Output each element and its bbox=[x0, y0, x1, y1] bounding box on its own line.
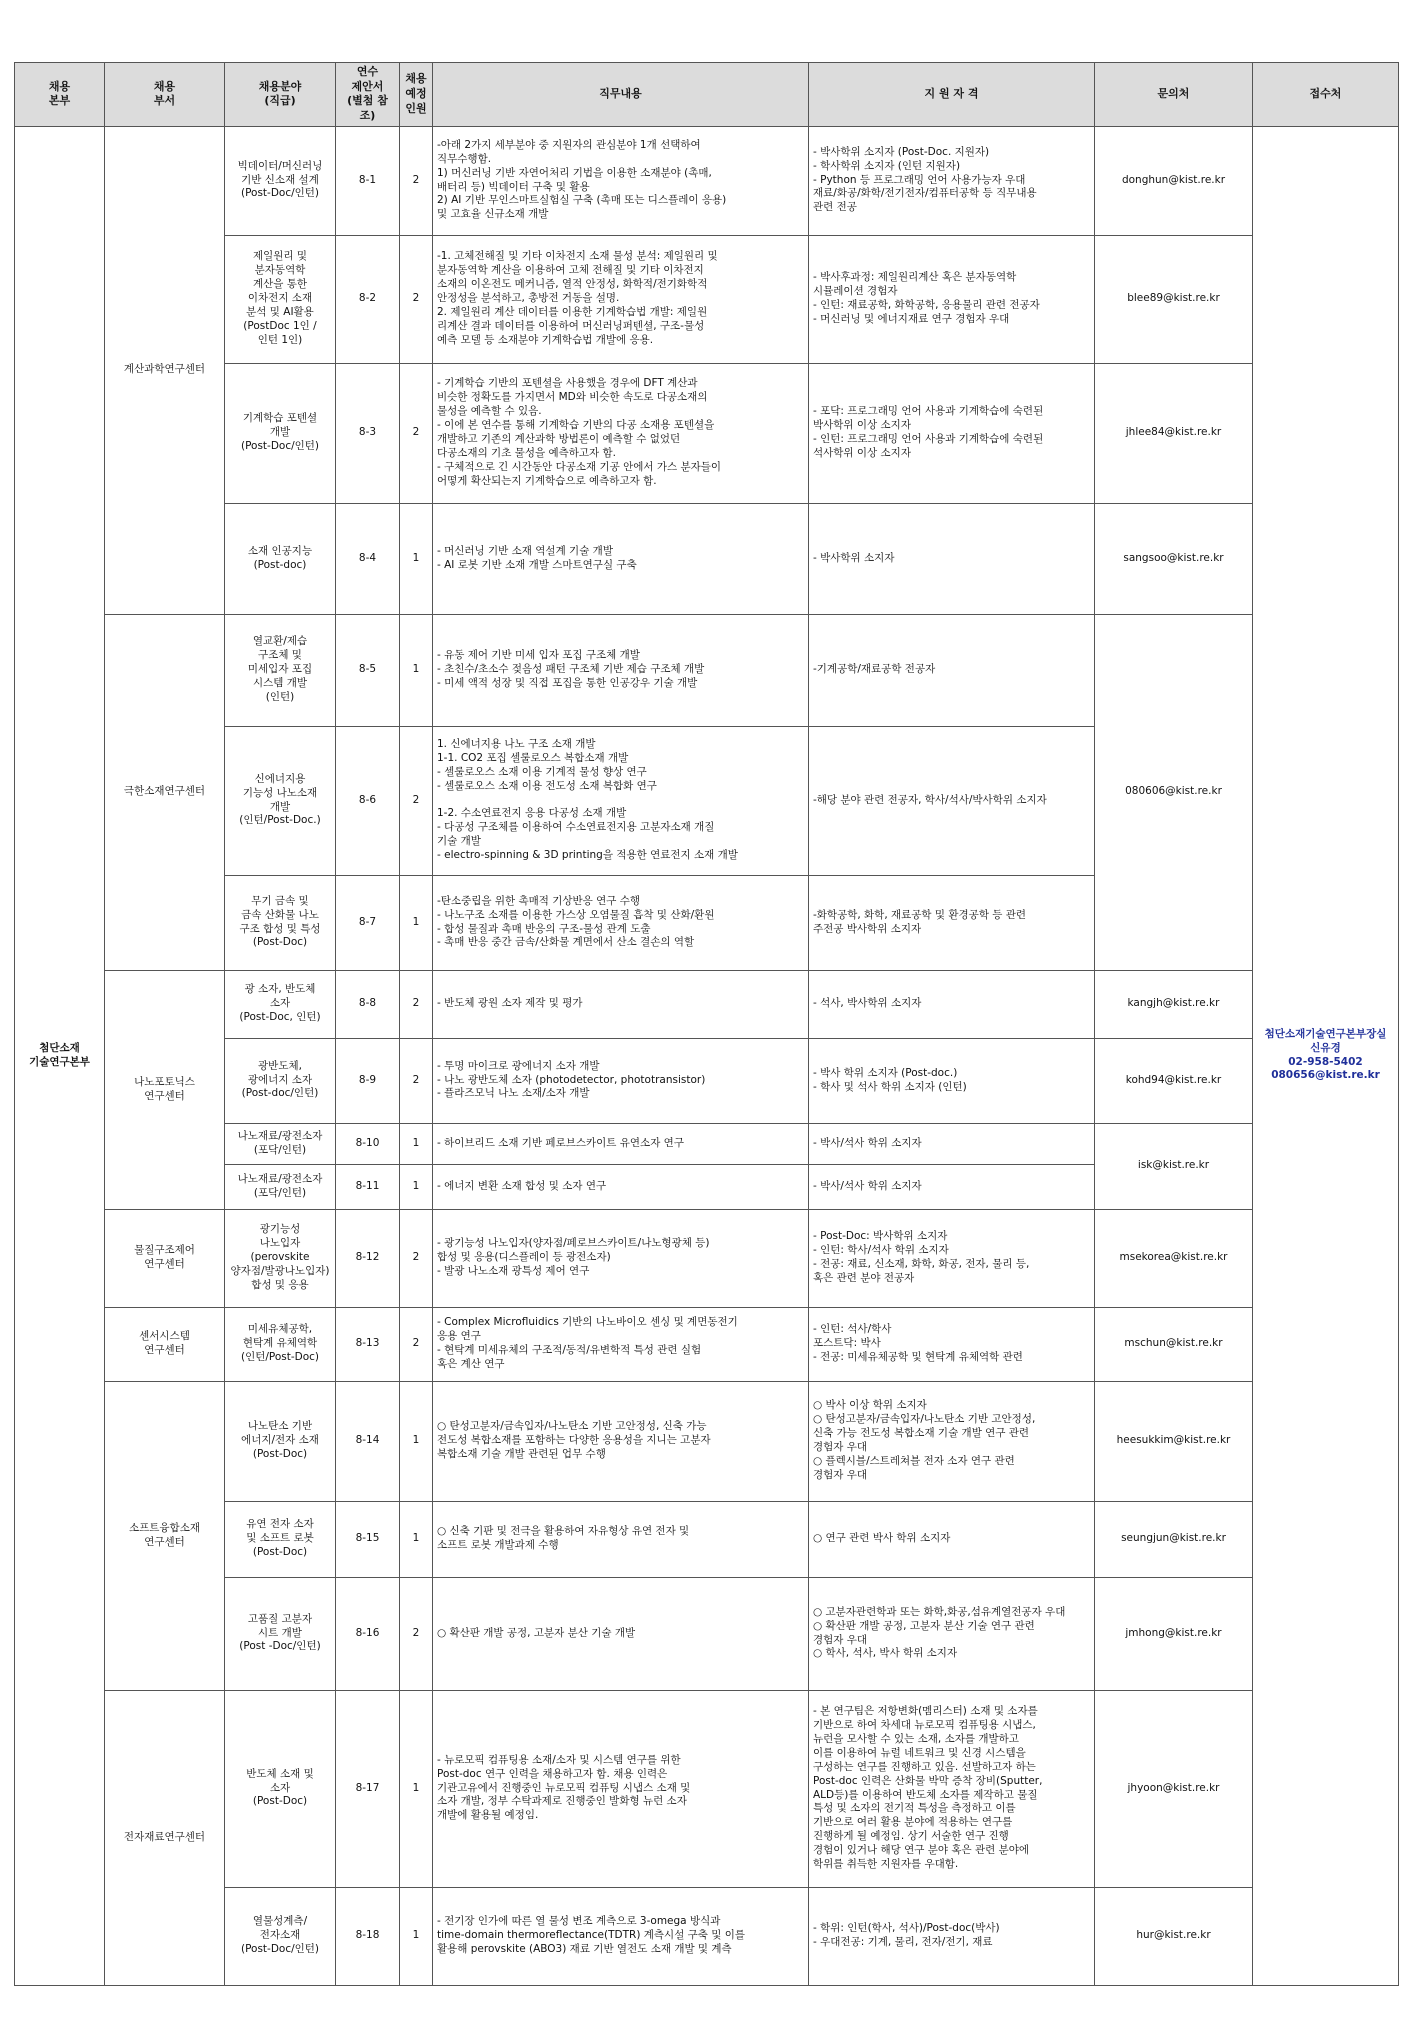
count-cell: 2 bbox=[400, 1307, 433, 1381]
code-cell: 8-9 bbox=[336, 1038, 400, 1123]
count-cell: 1 bbox=[400, 1381, 433, 1501]
count-cell: 1 bbox=[400, 1164, 433, 1209]
header-row bbox=[15, 63, 1399, 127]
count-cell: 1 bbox=[400, 503, 433, 614]
code-cell: 8-4 bbox=[336, 503, 400, 614]
count-cell: 1 bbox=[400, 1887, 433, 1985]
contact-email[interactable]: sangsoo@kist.re.kr bbox=[1095, 503, 1253, 614]
header-hq: 채용 본부 bbox=[15, 63, 105, 127]
receiver-name: 신유경 bbox=[1310, 1041, 1341, 1054]
hq-cell: 첨단소재 기술연구본부 bbox=[15, 126, 105, 1985]
qualification-cell: - 박사/석사 학위 소지자 bbox=[809, 1164, 1095, 1209]
contact-email[interactable]: blee89@kist.re.kr bbox=[1095, 235, 1253, 363]
table-row bbox=[15, 1209, 1399, 1307]
code-cell: 8-18 bbox=[336, 1887, 400, 1985]
code-cell: 8-5 bbox=[336, 614, 400, 726]
header-receiver: 접수처 bbox=[1253, 63, 1399, 127]
count-cell: 2 bbox=[400, 970, 433, 1038]
contact-email[interactable]: hur@kist.re.kr bbox=[1095, 1887, 1253, 1985]
count-cell: 2 bbox=[400, 363, 433, 503]
count-cell: 2 bbox=[400, 235, 433, 363]
dept-cell: 물질구조제어 연구센터 bbox=[105, 1209, 225, 1307]
field-cell: 미세유체공학, 현탁계 유체역학 (인턴/Post-Doc) bbox=[225, 1307, 336, 1381]
count-cell: 2 bbox=[400, 126, 433, 235]
code-cell: 8-12 bbox=[336, 1209, 400, 1307]
count-cell: 1 bbox=[400, 1501, 433, 1577]
field-cell: 소재 인공지능 (Post-doc) bbox=[225, 503, 336, 614]
duty-cell: - 유동 제어 기반 미세 입자 포집 구조체 개발 - 초친수/초소수 젖음성 패턴 구조체 기반 제습 구조체 개발 - 미세 액적 성장 및 직접 포집을 통한 인공강우 기술 개발 bbox=[433, 614, 809, 726]
duty-cell: -1. 고체전해질 및 기타 이차전지 소재 물성 분석: 제일원리 및 분자동역학 계산을 이용하여 고체 전해질 및 기타 이차전지 소재의 이온전도 메커니즘, 열적 안정성, 화학적/전기화학적 안정성을 분석하고, 총방전 거동을 설명. 2. 제일원리 계산 데이터를 이용한 기계학습법 개발: 제일원 리계산 결과 데이터를 이용하여 머신러닝퍼텐셜, 구조-물성 예측 모델 등 소재분야 기계학습법 개발에 응용. bbox=[433, 235, 809, 363]
contact-email[interactable]: 080606@kist.re.kr bbox=[1095, 614, 1253, 970]
contact-email[interactable]: jhyoon@kist.re.kr bbox=[1095, 1690, 1253, 1887]
code-cell: 8-15 bbox=[336, 1501, 400, 1577]
qualification-cell: - 석사, 박사학위 소지자 bbox=[809, 970, 1095, 1038]
dept-cell: 센서시스템 연구센터 bbox=[105, 1307, 225, 1381]
code-cell: 8-7 bbox=[336, 875, 400, 970]
contact-email[interactable]: seungjun@kist.re.kr bbox=[1095, 1501, 1253, 1577]
code-cell: 8-2 bbox=[336, 235, 400, 363]
duty-cell: ○ 탄성고분자/금속입자/나노탄소 기반 고안정성, 신축 가능 전도성 복합소재를 포함하는 다양한 응용성을 지니는 고분자 복합소재 기술 개발 관련된 업무 수행 bbox=[433, 1381, 809, 1501]
table-row bbox=[15, 1381, 1399, 1501]
count-cell: 1 bbox=[400, 614, 433, 726]
qualification-cell: - 인턴: 석사/학사 포스트닥: 박사 - 전공: 미세유체공학 및 현탁계 유체역학 관련 bbox=[809, 1307, 1095, 1381]
dept-cell: 계산과학연구센터 bbox=[105, 126, 225, 614]
field-cell: 광기능성 나노입자 (perovskite 양자점/발광나노입자) 합성 및 응용 bbox=[225, 1209, 336, 1307]
code-cell: 8-1 bbox=[336, 126, 400, 235]
code-cell: 8-16 bbox=[336, 1577, 400, 1690]
code-cell: 8-8 bbox=[336, 970, 400, 1038]
contact-email[interactable]: mschun@kist.re.kr bbox=[1095, 1307, 1253, 1381]
count-cell: 1 bbox=[400, 1690, 433, 1887]
contact-email[interactable]: jhlee84@kist.re.kr bbox=[1095, 363, 1253, 503]
field-cell: 제일원리 및 분자동역학 계산을 통한 이차전지 소재 분석 및 AI활용 (PostDoc 1인 / 인턴 1인) bbox=[225, 235, 336, 363]
field-cell: 반도체 소재 및 소자 (Post-Doc) bbox=[225, 1690, 336, 1887]
field-cell: 열물성계측/ 전자소재 (Post-Doc/인턴) bbox=[225, 1887, 336, 1985]
header-count: 채용 예정 인원 bbox=[400, 63, 433, 127]
qualification-cell: - 학위: 인턴(학사, 석사)/Post-doc(박사) - 우대전공: 기계, 물리, 전자/전기, 재료 bbox=[809, 1887, 1095, 1985]
receiver-office: 첨단소재기술연구본부장실 bbox=[1264, 1027, 1387, 1040]
qualification-cell: - 박사학위 소지자 (Post-Doc. 지원자) - 학사학위 소지자 (인턴 지원자) - Python 등 프로그래밍 언어 사용가능자 우대 재료/화공/화학/전기전자/컴퓨터공학 등 직무내용 관련 전공 bbox=[809, 126, 1095, 235]
duty-cell: ○ 신축 기판 및 전극을 활용하여 자유형상 유연 전자 및 소프트 로봇 개발과제 수행 bbox=[433, 1501, 809, 1577]
code-cell: 8-11 bbox=[336, 1164, 400, 1209]
field-cell: 열교환/제습 구조체 및 미세입자 포집 시스템 개발 (인턴) bbox=[225, 614, 336, 726]
contact-email[interactable]: heesukkim@kist.re.kr bbox=[1095, 1381, 1253, 1501]
qualification-cell: ○ 박사 이상 학위 소지자 ○ 탄성고분자/금속입자/나노탄소 기반 고안정성, 신축 가능 전도성 복합소재 기술 개발 연구 관련 경험자 우대 ○ 플렉시블/스트레쳐블 전자 소자 연구 관련 경험자 우대 bbox=[809, 1381, 1095, 1501]
qualification-cell: - 박사학위 소지자 bbox=[809, 503, 1095, 614]
header-contact: 문의처 bbox=[1095, 63, 1253, 127]
count-cell: 1 bbox=[400, 875, 433, 970]
field-cell: 빅데이터/머신러닝 기반 신소재 설계 (Post-Doc/인턴) bbox=[225, 126, 336, 235]
table-row bbox=[15, 1307, 1399, 1381]
duty-cell: - 전기장 인가에 따른 열 물성 변조 계측으로 3-omega 방식과 time-domain thermoreflectance(TDTR) 계측시설 구축 및 이를 활용해 perovskite (ABO3) 재료 기반 열전도 소재 개발 및 계측 bbox=[433, 1887, 809, 1985]
header-dept: 채용 부서 bbox=[105, 63, 225, 127]
code-cell: 8-3 bbox=[336, 363, 400, 503]
qualification-cell: - 박사 학위 소지자 (Post-doc.) - 학사 및 석사 학위 소지자 (인턴) bbox=[809, 1038, 1095, 1123]
header-qualification: 지 원 자 격 bbox=[809, 63, 1095, 127]
count-cell: 2 bbox=[400, 1209, 433, 1307]
field-cell: 광반도체, 광에너지 소자 (Post-doc/인턴) bbox=[225, 1038, 336, 1123]
duty-cell: - 광기능성 나노입자(양자점/페로브스카이트/나노형광체 등) 합성 및 응용(디스플레이 등 광전소자) - 발광 나노소재 광특성 제어 연구 bbox=[433, 1209, 809, 1307]
table-row bbox=[15, 614, 1399, 726]
field-cell: 나노재료/광전소자 (포닥/인턴) bbox=[225, 1164, 336, 1209]
count-cell: 2 bbox=[400, 1577, 433, 1690]
receiver-cell bbox=[1253, 126, 1399, 1985]
qualification-cell: ○ 고분자관련학과 또는 화학,화공,섬유계열전공자 우대 ○ 확산판 개발 공정, 고분자 분산 기술 연구 관련 경험자 우대 ○ 학사, 석사, 박사 학위 소지자 bbox=[809, 1577, 1095, 1690]
qualification-cell: - 포닥: 프로그래밍 언어 사용과 기계학습에 숙련된 박사학위 이상 소지자 - 인턴: 프로그래밍 언어 사용과 기계학습에 숙련된 석사학위 이상 소지자 bbox=[809, 363, 1095, 503]
receiver-phone[interactable]: 02-958-5402 bbox=[1288, 1055, 1363, 1068]
duty-cell: 1. 신에너지용 나노 구조 소재 개발 1-1. CO2 포집 셀룰로오스 복합소재 개발 - 셀룰로오스 소재 이용 기계적 물성 향상 연구 - 셀룰로오스 소재 이용 전도성 소재 복합화 연구 1-2. 수소연료전지 응용 다공성 소재 개발 - 다공성 구조체를 이용하여 수소연료전지용 고분자소재 개질 기술 개발 - electro-spinning & 3D printing을 적용한 연료전지 소재 개발 bbox=[433, 726, 809, 875]
recruitment-table bbox=[14, 62, 1399, 1986]
qualification-cell: -기계공학/재료공학 전공자 bbox=[809, 614, 1095, 726]
count-cell: 1 bbox=[400, 1123, 433, 1164]
code-cell: 8-17 bbox=[336, 1690, 400, 1887]
dept-cell: 전자재료연구센터 bbox=[105, 1690, 225, 1985]
table-row bbox=[15, 1690, 1399, 1887]
duty-cell: - 투명 마이크로 광에너지 소자 개발 - 나노 광반도체 소자 (photodetector, phototransistor) - 플라즈모닉 나노 소재/소자 개발 bbox=[433, 1038, 809, 1123]
code-cell: 8-6 bbox=[336, 726, 400, 875]
duty-cell: - Complex Microfluidics 기반의 나노바이오 센싱 및 계면동전기 응용 연구 - 현탁계 미세유체의 구조적/동적/유변학적 특성 관련 실험 혹은 계산 연구 bbox=[433, 1307, 809, 1381]
qualification-cell: - 본 연구팀은 저항변화(멤리스터) 소재 및 소자를 기반으로 하여 차세대 뉴로모픽 컴퓨팅용 시냅스, 뉴런을 모사할 수 있는 소재, 소자를 개발하고 이를 이용하여 뉴럴 네트워크 및 신경 시스템을 구성하는 연구를 진행하고 있음. 선발하고자 하는 Post-doc 인력은 산화물 박막 증착 장비(Sputter, ALD등)를 이용하여 반도체 소자를 제작하고 물질 특성 및 소자의 전기적 특성을 측정하고 이를 기반으로 여러 활용 분야에 적용하는 연구를 진행하게 될 예정임. 상기 서술한 연구 진행 경험이 있거나 해당 연구 분야 혹은 관련 분야에 학위를 취득한 지원자를 우대함. bbox=[809, 1690, 1095, 1887]
qualification-cell: -화학공학, 화학, 재료공학 및 환경공학 등 관련 주전공 박사학위 소지자 bbox=[809, 875, 1095, 970]
table-row bbox=[15, 970, 1399, 1038]
code-cell: 8-10 bbox=[336, 1123, 400, 1164]
count-cell: 2 bbox=[400, 1038, 433, 1123]
qualification-cell: ○ 연구 관련 박사 학위 소지자 bbox=[809, 1501, 1095, 1577]
field-cell: 기계학습 포텐셜 개발 (Post-Doc/인턴) bbox=[225, 363, 336, 503]
dept-cell: 극한소재연구센터 bbox=[105, 614, 225, 970]
contact-email[interactable]: msekorea@kist.re.kr bbox=[1095, 1209, 1253, 1307]
field-cell: 고품질 고분자 시트 개발 (Post -Doc/인턴) bbox=[225, 1577, 336, 1690]
field-cell: 무기 금속 및 금속 산화물 나노 구조 합성 및 특성 (Post-Doc) bbox=[225, 875, 336, 970]
dept-cell: 소프트융합소재 연구센터 bbox=[105, 1381, 225, 1690]
duty-cell: - 반도체 광원 소자 제작 및 평가 bbox=[433, 970, 809, 1038]
dept-cell: 나노포토닉스 연구센터 bbox=[105, 970, 225, 1209]
contact-email[interactable]: kangjh@kist.re.kr bbox=[1095, 970, 1253, 1038]
header-proposal: 연수 제안서 (별첨 참조) bbox=[336, 63, 400, 127]
duty-cell: - 뉴로모픽 컴퓨팅용 소재/소자 및 시스템 연구를 위한 Post-doc 연구 인력을 채용하고자 함. 채용 인력은 기관고유에서 진행중인 뉴로모픽 컴퓨팅 시냅스 소재 및 소자 개발, 정부 수탁과제로 진행중인 발화형 뉴런 소자 개발에 활용될 예정임. bbox=[433, 1690, 809, 1887]
duty-cell: -아래 2가지 세부분야 중 지원자의 관심분야 1개 선택하여 직무수행함. 1) 머신러닝 기반 자연어처리 기법을 이용한 소재분야 (촉매, 배터리 등) 빅데이터 구축 및 활용 2) AI 기반 무인스마트실험실 구축 (촉매 또는 디스플레이 응용) 및 고효율 신규소재 개발 bbox=[433, 126, 809, 235]
contact-email[interactable]: kohd94@kist.re.kr bbox=[1095, 1038, 1253, 1123]
qualification-cell: - 박사후과정: 제일원리계산 혹은 분자동역학 시뮬레이션 경험자 - 인턴: 재료공학, 화학공학, 응용물리 관련 전공자 - 머신러닝 및 에너지재료 연구 경험자 우대 bbox=[809, 235, 1095, 363]
qualification-cell: - Post-Doc: 박사학위 소지자 - 인턴: 학사/석사 학위 소지자 - 전공: 재료, 신소재, 화학, 화공, 전자, 물리 등, 혹은 관련 분야 전공자 bbox=[809, 1209, 1095, 1307]
contact-email[interactable]: donghun@kist.re.kr bbox=[1095, 126, 1253, 235]
duty-cell: - 하이브리드 소재 기반 페로브스카이트 유연소자 연구 bbox=[433, 1123, 809, 1164]
code-cell: 8-14 bbox=[336, 1381, 400, 1501]
receiver-email[interactable]: 080656@kist.re.kr bbox=[1271, 1069, 1380, 1082]
field-cell: 나노재료/광전소자 (포닥/인턴) bbox=[225, 1123, 336, 1164]
field-cell: 유연 전자 소자 및 소프트 로봇 (Post-Doc) bbox=[225, 1501, 336, 1577]
code-cell: 8-13 bbox=[336, 1307, 400, 1381]
contact-email[interactable]: jmhong@kist.re.kr bbox=[1095, 1577, 1253, 1690]
field-cell: 나노탄소 기반 에너지/전자 소재 (Post-Doc) bbox=[225, 1381, 336, 1501]
duty-cell: - 머신러닝 기반 소재 역설계 기술 개발 - AI 로봇 기반 소재 개발 스마트연구실 구축 bbox=[433, 503, 809, 614]
qualification-cell: -해당 분야 관련 전공자, 학사/석사/박사학위 소지자 bbox=[809, 726, 1095, 875]
duty-cell: - 기계학습 기반의 포텐셜을 사용했을 경우에 DFT 계산과 비슷한 정확도를 가지면서 MD와 비슷한 속도로 다공소재의 물성을 예측할 수 있음. - 이에 본 연수를 통해 기계학습 기반의 다공 소재용 포텐셜을 개발하고 기존의 계산과학 방법론이 예측할 수 없었던 다공소재의 기초 물성을 예측하고자 함. - 구체적으로 긴 시간동안 다공소재 기공 안에서 가스 분자들이 어떻게 확산되는지 기계학습으로 예측하고자 함. bbox=[433, 363, 809, 503]
duty-cell: - 에너지 변환 소재 합성 및 소자 연구 bbox=[433, 1164, 809, 1209]
duty-cell: ○ 확산판 개발 공정, 고분자 분산 기술 개발 bbox=[433, 1577, 809, 1690]
field-cell: 광 소자, 반도체 소자 (Post-Doc, 인턴) bbox=[225, 970, 336, 1038]
field-cell: 신에너지용 기능성 나노소재 개발 (인턴/Post-Doc.) bbox=[225, 726, 336, 875]
duty-cell: -탄소중립을 위한 촉매적 기상반응 연구 수행 - 나노구조 소재를 이용한 가스상 오염물질 흡착 및 산화/환원 - 합성 물질과 촉매 반응의 구조-물성 관계 도출 - 촉매 반응 중간 금속/산화물 계면에서 산소 결손의 역할 bbox=[433, 875, 809, 970]
header-field: 채용분야 (직급) bbox=[225, 63, 336, 127]
qualification-cell: - 박사/석사 학위 소지자 bbox=[809, 1123, 1095, 1164]
contact-email[interactable]: isk@kist.re.kr bbox=[1095, 1123, 1253, 1209]
count-cell: 2 bbox=[400, 726, 433, 875]
table-row bbox=[15, 126, 1399, 235]
header-duty: 직무내용 bbox=[433, 63, 809, 127]
